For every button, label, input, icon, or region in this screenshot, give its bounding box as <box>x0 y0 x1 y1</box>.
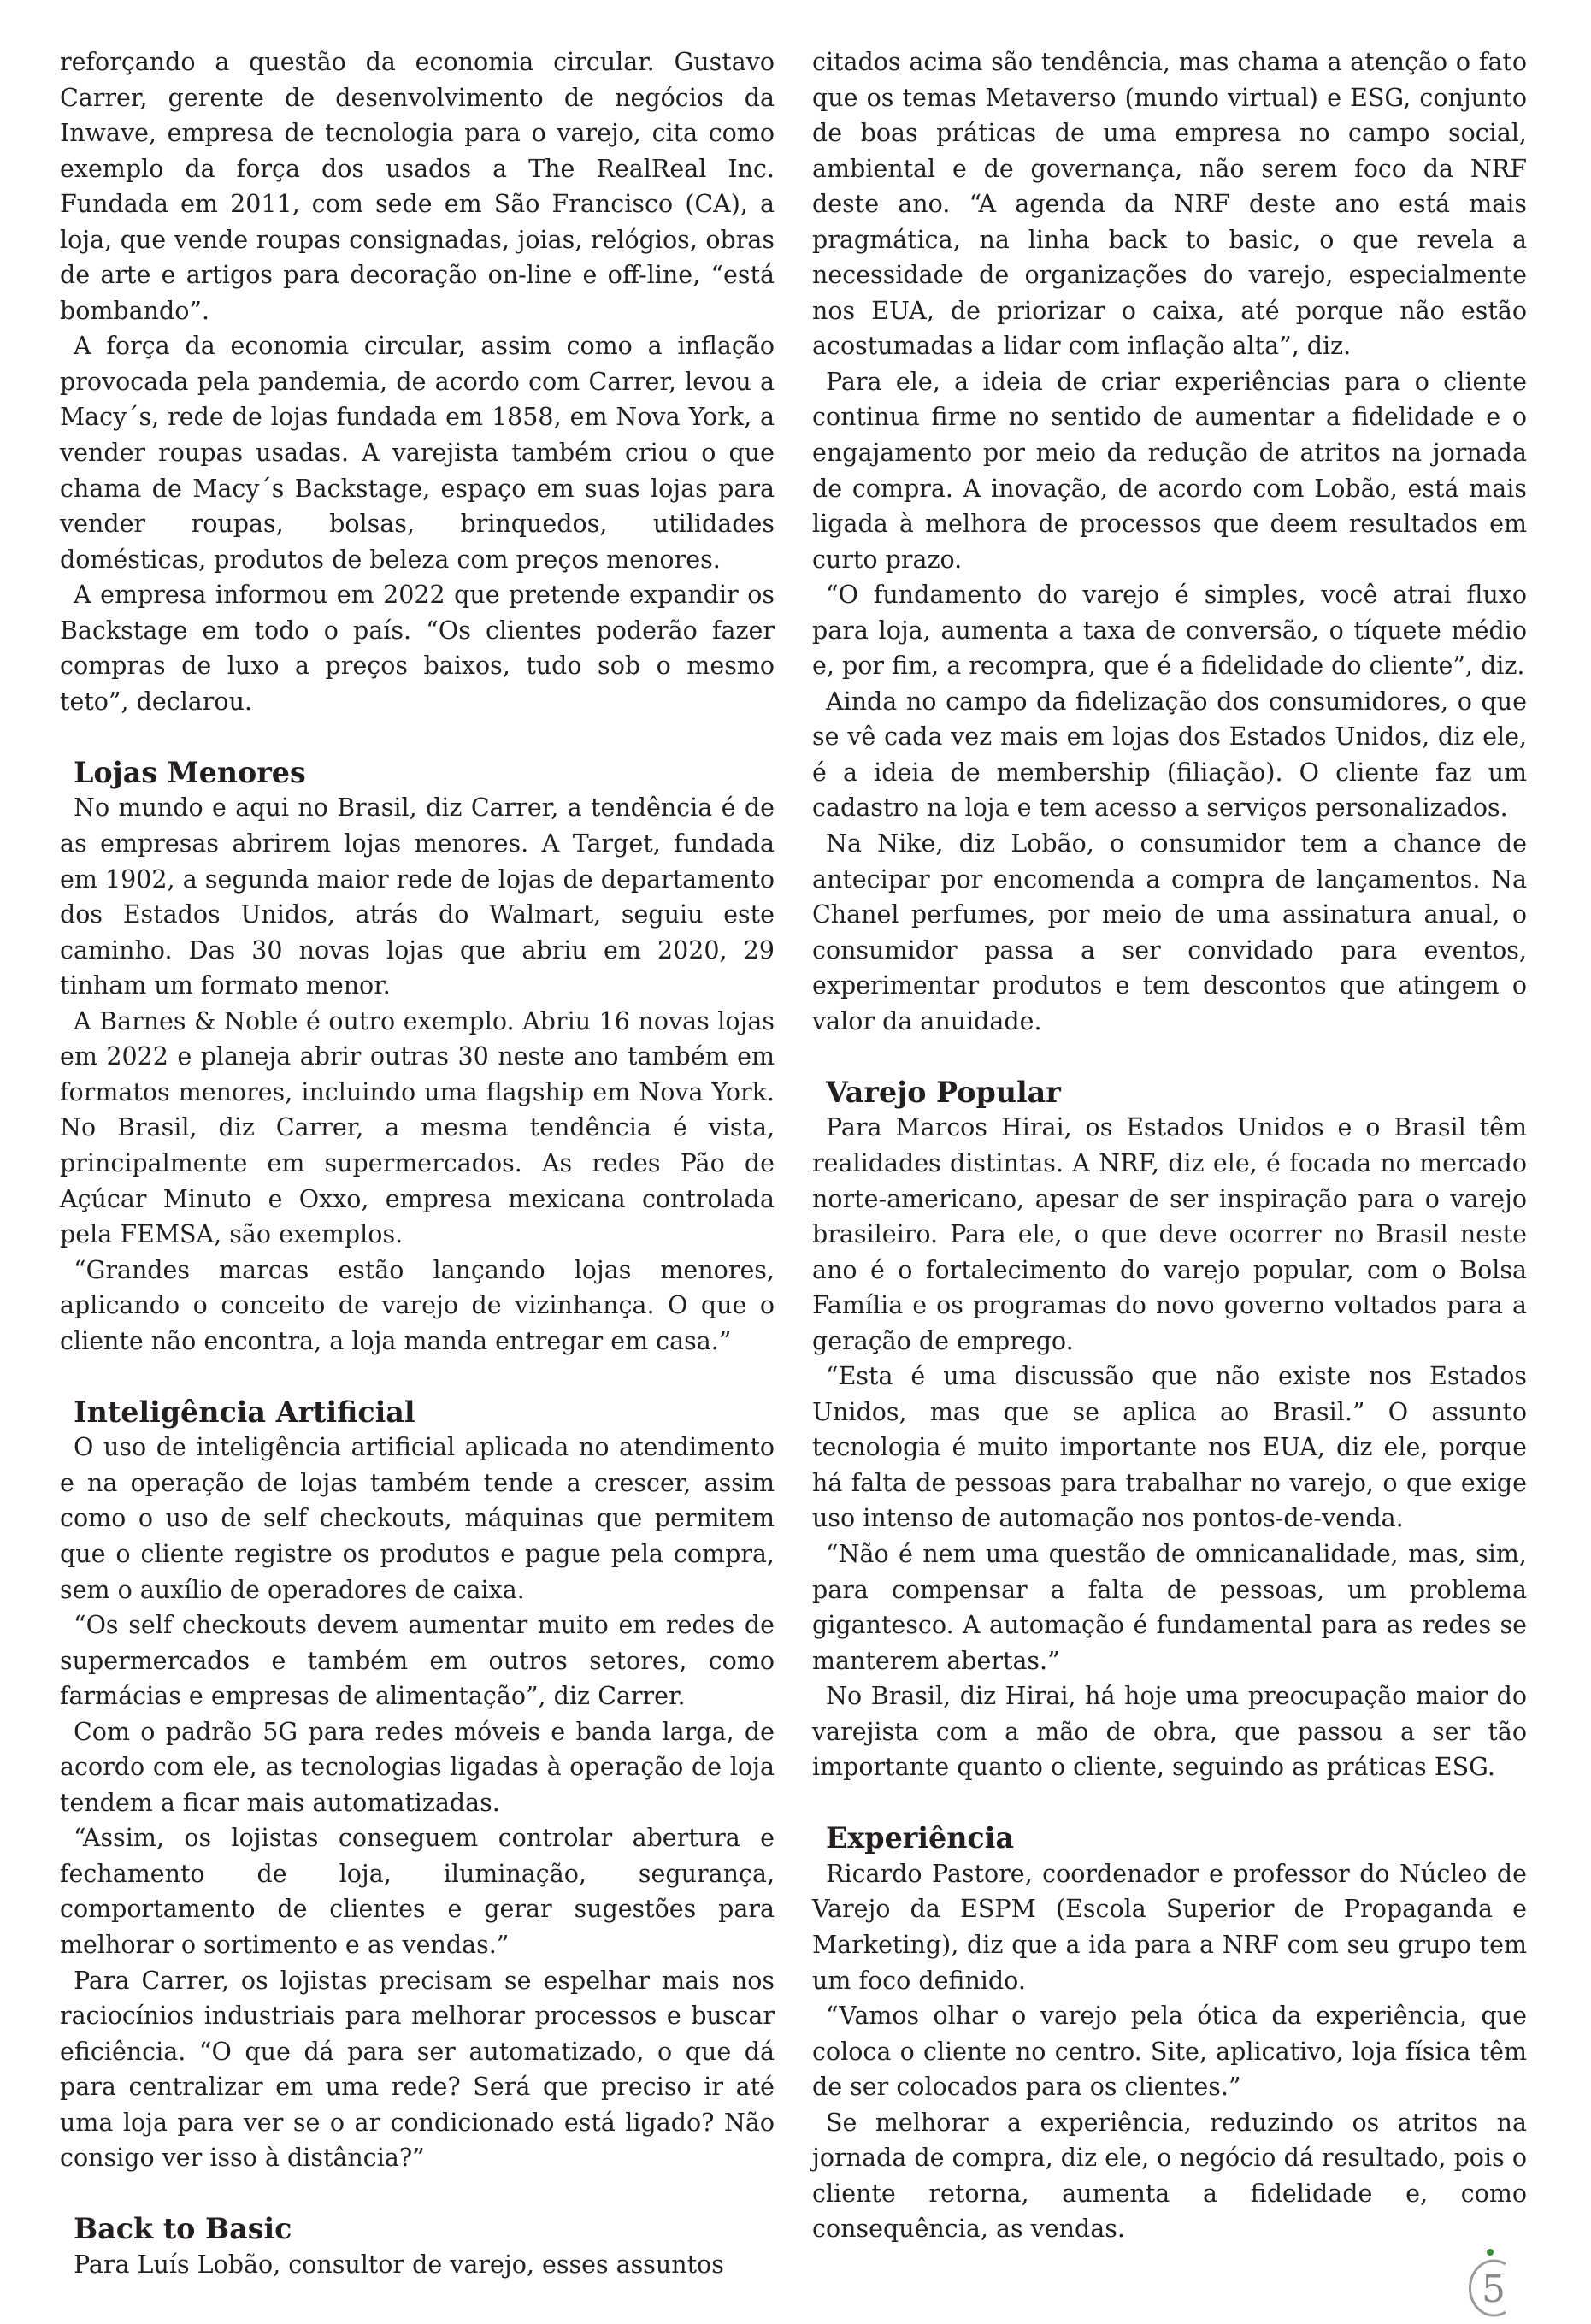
left-heading: Inteligência Artificial <box>74 1395 415 1429</box>
left-paragraph: A força da economia circular, assim como a inflação provocada pela pandemia, de acordo com Carrer, levou a Macy´s, rede de lojas fundada em 1858, em Nova York, a vender roupas usadas. A varejista também criou o que chama de Macy´s Backstage, espaço em suas lojas para vender roupas, bolsas, brinquedos, utilidades domésticas, produtos de beleza com preços menores. <box>60 332 775 574</box>
right-paragraph: “O fundamento do varejo é simples, você atrai fluxo para loja, aumenta a taxa de conversão, o tíquete médio e, por fim, a recompra, que é a fidelidade do cliente”, diz. <box>812 581 1527 681</box>
left-paragraph: reforçando a questão da economia circular. Gustavo Carrer, gerente de desenvolvimento de negócios da Inwave, empresa de tecnologia para o varejo, cita como exemplo da força dos usados a The RealReal Inc. Fundada em 2011, com sede em São Francisco (CA), a loja, que vende roupas consignadas, joias, relógios, obras de arte e artigos para decoração on-line e off-line, “está bombando”. <box>60 48 775 325</box>
left-paragraph: A empresa informou em 2022 que pretende expandir os Backstage em todo o país. “Os clientes poderão fazer compras de luxo a preços baixos, tudo sob o mesmo teto”, declarou. <box>60 581 775 716</box>
left-column <box>60 44 775 2282</box>
left-heading: Lojas Menores <box>74 755 306 789</box>
right-paragraph: “Não é nem uma questão de omnicanalidade, mas, sim, para compensar a falta de pessoas, um problema gigantesco. A automação é fundamental para as redes se manterem abertas.” <box>812 1539 1527 1675</box>
right-paragraph: “Vamos olhar o varejo pela ótica da experiência, que coloca o cliente no centro. Site, aplicativo, loja física têm de ser colocados para os clientes.” <box>812 2002 1527 2102</box>
left-paragraph: A Barnes & Noble é outro exemplo. Abriu 16 novas lojas em 2022 e planeja abrir outras 30 neste ano também em formatos menores, incluindo uma flagship em Nova York. No Brasil, diz Carrer, a mesma tendência é vista, principalmente em supermercados. As redes Pão de Açúcar Minuto e Oxxo, empresa mexicana controlada pela FEMSA, são exemplos. <box>60 1006 775 1249</box>
left-paragraph: “Assim, os lojistas conseguem controlar abertura e fechamento de loja, iluminação, segurança, comportamento de clientes e gerar sugestões para melhorar o sortimento e as vendas.” <box>60 1824 775 1959</box>
right-heading: Experiência <box>826 1821 1014 1855</box>
left-paragraph: Com o padrão 5G para redes móveis e banda larga, de acordo com ele, as tecnologias ligadas à operação de loja tendem a ficar mais automatizadas. <box>60 1717 775 1817</box>
right-paragraph: No Brasil, diz Hirai, há hoje uma preocupação maior do varejista com a mão de obra, que passou a ser tão importante quanto o cliente, seguindo as práticas ESG. <box>812 1682 1527 1782</box>
right-paragraph: “Esta é uma discussão que não existe nos Estados Unidos, mas que se aplica ao Brasil.” O assunto tecnologia é muito importante nos EUA, diz ele, porque há falta de pessoas para trabalhar no varejo, o que exige uso intenso de automação nos pontos-de-venda. <box>812 1362 1527 1533</box>
right-paragraph: Para ele, a ideia de criar experiências para o cliente continua firme no sentido de aumentar a fidelidade e o engajamento por meio da redução de atritos na jornada de compra. A inovação, de acordo com Lobão, está mais ligada à melhora de processos que deem resultados em curto prazo. <box>812 367 1527 574</box>
right-column <box>812 44 1527 2247</box>
left-paragraph: “Grandes marcas estão lançando lojas menores, aplicando o conceito de varejo de vizinhança. O que o cliente não encontra, a loja manda entregar em casa.” <box>60 1255 775 1355</box>
left-paragraph: No mundo e aqui no Brasil, diz Carrer, a tendência é de as empresas abrirem lojas menores. A Target, fundada em 1902, a segunda maior rede de lojas de departamento dos Estados Unidos, atrás do Walmart, seguiu este caminho. Das 30 novas lojas que abriu em 2020, 29 tinham um formato menor. <box>60 793 775 1000</box>
right-paragraph: Se melhorar a experiência, reduzindo os atritos na jornada de compra, diz ele, o negócio dá resultado, pois o cliente retorna, aumenta a fidelidade e, como consequência, as vendas. <box>812 2108 1527 2244</box>
left-paragraph: Para Luís Lobão, consultor de varejo, esses assuntos <box>74 2250 724 2279</box>
page-number: 5 <box>1482 2268 1506 2311</box>
right-paragraph: Para Marcos Hirai, os Estados Unidos e o Brasil têm realidades distintas. A NRF, diz ele, é focada no mercado norte-americano, apesar de ser inspiração para o varejo brasileiro. Para ele, o que deve ocorrer no Brasil neste ano é o fortalecimento do varejo popular, com o Bolsa Família e os programas do novo governo voltados para a geração de emprego. <box>812 1113 1527 1355</box>
page-number-ornament <box>1456 2242 1523 2319</box>
right-heading: Varejo Popular <box>826 1075 1061 1109</box>
green-dot-icon <box>1487 2249 1494 2256</box>
left-heading: Back to Basic <box>74 2212 292 2246</box>
left-paragraph: “Os self checkouts devem aumentar muito em redes de supermercados e também em outros setores, como farmácias e empresas de alimentação”, diz Carrer. <box>60 1611 775 1711</box>
right-paragraph: Ricardo Pastore, coordenador e professor do Núcleo de Varejo da ESPM (Escola Superior de Propaganda e Marketing), diz que a ida para a NRF com seu grupo tem um foco definido. <box>812 1859 1527 1995</box>
left-paragraph: Para Carrer, os lojistas precisam se espelhar mais nos raciocínios industriais para melhorar processos e buscar eficiência. “O que dá para ser automatizado, o que dá para centralizar em uma rede? Será que preciso ir até uma loja para ver se o ar condicionado está ligado? Não consigo ver isso à distância?” <box>60 1966 775 2173</box>
page-number-badge <box>1456 2242 1523 2319</box>
left-paragraph: O uso de inteligência artificial aplicada no atendimento e na operação de lojas também tende a crescer, assim como o uso de self checkouts, máquinas que permitem que o cliente registre os produtos e pague pela compra, sem o auxílio de operadores de caixa. <box>60 1433 775 1604</box>
right-paragraph: Ainda no campo da fidelização dos consumidores, o que se vê cada vez mais em lojas dos Estados Unidos, diz ele, é a ideia de membership (filiação). O cliente faz um cadastro na loja e tem acesso a serviços personalizados. <box>812 687 1527 823</box>
right-paragraph: Na Nike, diz Lobão, o consumidor tem a chance de antecipar por encomenda a compra de lançamentos. Na Chanel perfumes, por meio de uma assinatura anual, o consumidor passa a ser convidado para eventos, experimentar produtos e tem descontos que atingem o valor da anuidade. <box>812 829 1527 1035</box>
right-paragraph: citados acima são tendência, mas chama a atenção o fato que os temas Metaverso (mundo virtual) e ESG, conjunto de boas práticas de uma empresa no campo social, ambiental e de governança, não serem foco da NRF deste ano. “A agenda da NRF deste ano está mais pragmática, na linha back to basic, o que revela a necessidade de organizações do varejo, especialmente nos EUA, de priorizar o caixa, até porque não estão acostumadas a lidar com inflação alta”, diz. <box>812 48 1527 361</box>
